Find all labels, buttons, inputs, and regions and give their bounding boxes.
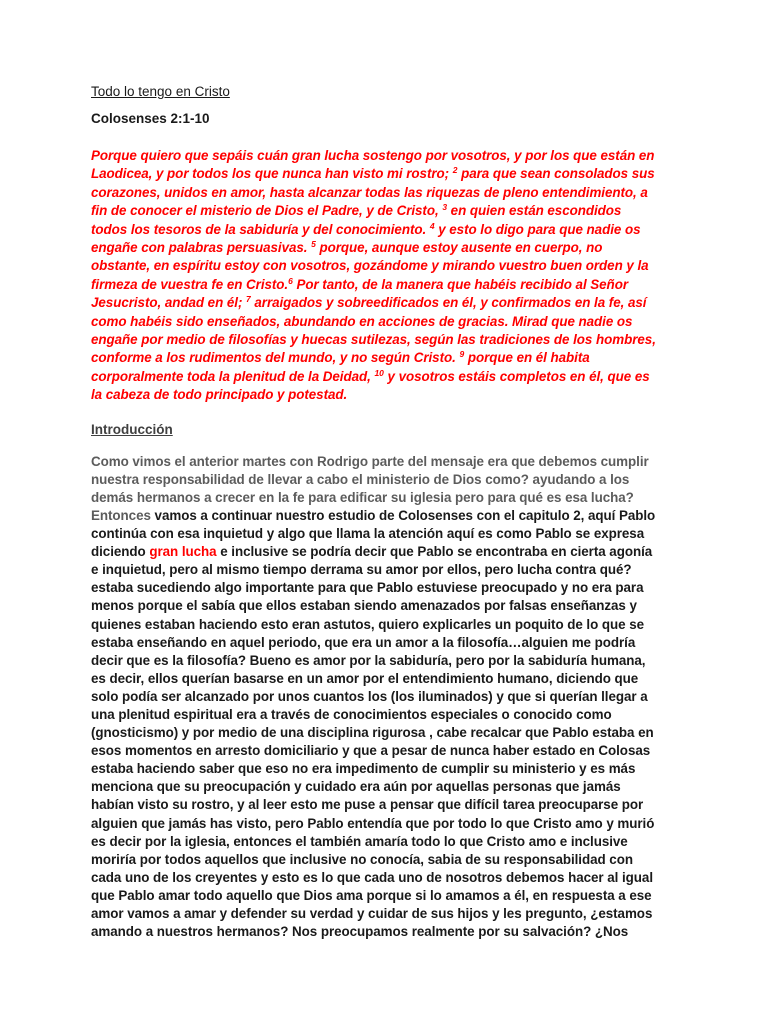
scripture-text: porque en él habita corporalmente toda la plenitud de la Deidad,	[91, 350, 590, 384]
section-heading: Introducción	[91, 421, 173, 437]
verse-number: 2	[452, 165, 458, 176]
scripture-passage	[91, 147, 661, 405]
verse-number: 3	[442, 202, 447, 213]
verse-number: 5	[311, 239, 316, 250]
verse-number: 7	[246, 294, 251, 305]
scripture-text: Porque quiero que sepáis cuán gran lucha sostengo por vosotros, y por los que están en Laodicea, y por todos los que nunca han visto mi rostro;	[91, 148, 655, 182]
scripture-text: porque, aunque estoy ausente en cuerpo, no obstante, en espíritu estoy con vosotros, gozándome y mirando vuestro buen orden y la firmeza de vuestra fe en Cristo.	[91, 240, 649, 292]
verse-number: 6	[288, 275, 293, 286]
scripture-text: Por tanto, de la manera que habéis recibido al Señor Jesucristo, andad en él;	[91, 276, 628, 311]
emphasis-text: gran lucha	[149, 544, 217, 560]
body-text: vamos a continuar nuestro estudio de Colosenses con el capitulo 2, aquí Pablo continúa con esa inquietud y algo que llama la atención aquí es como Pablo se expresa diciendo	[91, 507, 656, 560]
scripture-text: en quien están escondidos todos los tesoros de la sabiduría y del conocimiento.	[91, 203, 622, 237]
body-text: Como vimos el anterior martes con Rodrigo parte del mensaje era que debemos cumplir nuestra responsabilidad de llevar a cabo el ministerio de Dios como? ayudando a los demás hermanos a crecer en la fe para edificar su iglesia pero para qué es esa lucha? Entonces	[91, 453, 649, 523]
scripture-reference: Colosenses 2:1-10	[91, 111, 210, 126]
scripture-text: para que sean consolados sus corazones, unidos en amor, hasta alcanzar todas las riquezas de pleno entendimiento, a fin de conocer el misterio de Dios el Padre, y de Cristo,	[91, 166, 655, 219]
scripture-text: arraigados y sobreedificados en él, y confirmados en la fe, así como habéis sido enseñados, abundando en acciones de gracias. Mirad que nadie os engañe por medio de filosofías y huecas sutilezas, según las tradiciones de los hombres, conforme a los rudimentos del mundo, y no según Cristo.	[91, 295, 656, 366]
intro-paragraph	[91, 453, 661, 942]
document-page	[91, 84, 661, 941]
verse-number: 9	[459, 349, 465, 360]
document-title: Todo lo tengo en Cristo	[91, 84, 230, 99]
verse-number: 10	[374, 367, 384, 378]
scripture-text: y esto lo digo para que nadie os engañe con palabras persuasivas.	[91, 221, 641, 256]
verse-number: 4	[429, 220, 435, 231]
body-text: e inclusive se podría decir que Pablo se encontraba en cierta agonía e inquietud, pero al mismo tiempo derrama su amor por ellos, pero lucha contra qué? estaba sucediendo algo importante para que Pablo estuviese preocupado y no era para menos porque el sabía que ellos estaban siendo amenazados por falsas enseñanzas y quienes estaban haciendo esto eran astutos, quiero explicarles un poquito de lo que se estaba enseñando en aquel periodo, que era un amor a la filosofía…alguien me podría decir que es la filosofía? Bueno es amor por la sabiduría, pero por la sabiduría humana, es decir, ellos querían basarse en un amor por el entendimiento humano, diciendo que solo podía ser alcanzado por unos cuantos los (los iluminados) y que si querían llegar a una plenitud espiritual era a través de conocimientos especiales o conocido como (gnosticismo) y por medio de una disciplina rigurosa , cabe recalcar que Pablo estaba en esos momentos en arresto domiciliario y que a pesar de nunca haber estado en Colosas estaba haciendo saber que eso no era impedimento de cumplir su ministerio y es más menciona que su preocupación y cuidado era aún por aquellas personas que jamás habían visto su rostro, y al leer esto me puse a pensar que difícil tarea preocuparse por alguien que jamás has visto, pero Pablo entendía que por todo lo que Cristo amo y murió es decir por la iglesia, entonces el también amaría todo lo que Cristo amo e inclusive moriría por todos aquellos que inclusive no conocía, sabia de su responsabilidad con cada uno de los creyentes y esto es lo que cada uno de nosotros debemos hacer al igual que Pablo amar todo aquello que Dios ama porque si lo amamos a él, en respuesta a ese amor vamos a amar y defender su verdad y cuidar de sus hijos y les pregunto, ¿estamos amando a nuestros hermanos? Nos preocupamos realmente por su salvación? ¿Nos	[91, 544, 655, 940]
scripture-text: y vosotros estáis completos en él, que es la cabeza de todo principado y potestad.	[91, 368, 650, 403]
